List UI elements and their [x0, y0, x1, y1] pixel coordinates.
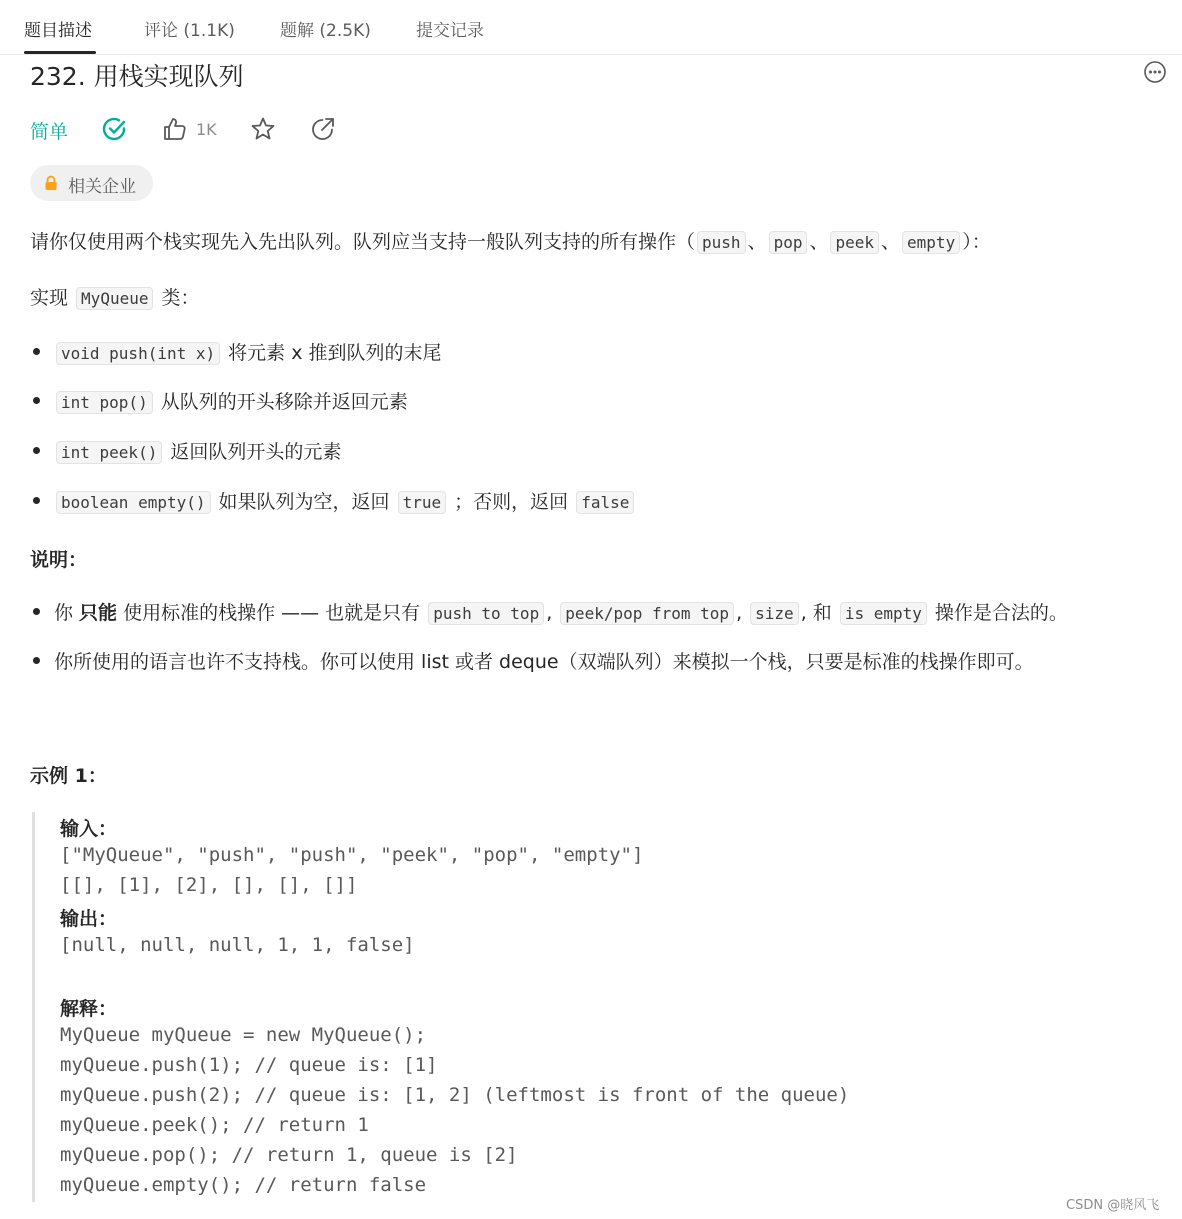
op-push: push — [697, 231, 746, 254]
explain-line: myQueue.empty(); // return false — [60, 1174, 427, 1196]
bullet — [33, 397, 40, 404]
explain-label: 解释： — [60, 998, 118, 1020]
class-name: MyQueue — [76, 287, 153, 310]
note-item: 你 只能 使用标准的栈操作 —— 也就是只有 push to top , peek/pop from top , size , 和 is empty 操作是合法的。 — [30, 598, 1068, 629]
like-count: 1K — [196, 120, 217, 139]
bullet — [33, 497, 40, 504]
tab-bar — [0, 0, 1182, 55]
example-block — [32, 812, 1135, 1202]
method-item: int pop() 从队列的开头移除并返回元素 — [30, 387, 408, 418]
method-item: boolean empty() 如果队列为空，返回 true ；否则，返回 false — [30, 487, 636, 518]
op-peek: peek — [830, 231, 879, 254]
tab-description[interactable]: 题目描述 — [24, 21, 92, 41]
method-item: int peek() 返回队列开头的元素 — [30, 437, 341, 468]
bullet — [33, 608, 40, 615]
explain-line: myQueue.peek(); // return 1 — [60, 1114, 369, 1136]
output-label: 输出： — [60, 908, 118, 930]
more-options-icon[interactable] — [1144, 61, 1166, 83]
tab-submissions[interactable]: 提交记录 — [416, 21, 484, 41]
output-value: [null, null, null, 1, 1, false] — [60, 934, 415, 956]
bullet — [33, 348, 40, 355]
explain-line: myQueue.pop(); // return 1, queue is [2] — [60, 1144, 518, 1166]
tab-comments[interactable]: 评论 (1.1K) — [144, 21, 235, 41]
example-heading: 示例 1： — [30, 765, 107, 787]
active-tab-indicator — [24, 51, 96, 54]
input-label: 输入： — [60, 818, 118, 840]
note-item: 你所使用的语言也许不支持栈。你可以使用 list 或者 deque（双端队列）来模拟一个栈，只要是标准的栈操作即可。 — [30, 647, 1034, 677]
bullet — [33, 447, 40, 454]
related-companies-label: 相关企业 — [68, 177, 136, 197]
share-icon[interactable] — [310, 116, 336, 142]
notes-heading: 说明： — [30, 549, 88, 571]
difficulty-label: 简单 — [30, 121, 69, 143]
solved-check-icon — [102, 116, 128, 142]
problem-intro: 请你仅使用两个栈实现先入先出队列。队列应当支持一般队列支持的所有操作（ push 、 pop 、 peek 、 empty ）： — [30, 231, 991, 253]
watermark: CSDN @晓风飞 — [1066, 1198, 1160, 1213]
bullet — [33, 657, 40, 664]
lock-icon — [43, 175, 59, 191]
input-ops: ["MyQueue", "push", "push", "peek", "pop", "empty"] — [60, 844, 644, 866]
method-item: void push(int x) 将元素 x 推到队列的末尾 — [30, 338, 442, 369]
problem-title: 232. 用栈实现队列 — [30, 62, 244, 91]
op-empty: empty — [902, 231, 960, 254]
explain-line: myQueue.push(1); // queue is: [1] — [60, 1054, 438, 1076]
thumbs-up-icon[interactable] — [162, 116, 188, 142]
star-icon[interactable] — [250, 116, 276, 142]
implement-line: 实现 MyQueue 类： — [30, 287, 200, 309]
op-pop: pop — [769, 231, 808, 254]
input-args: [[], [1], [2], [], [], []] — [60, 874, 358, 896]
explain-line: myQueue.push(2); // queue is: [1, 2] (leftmost is front of the queue) — [60, 1084, 850, 1106]
tab-solutions[interactable]: 题解 (2.5K) — [280, 21, 371, 41]
explain-line: MyQueue myQueue = new MyQueue(); — [60, 1024, 427, 1046]
related-companies-tag[interactable] — [30, 165, 153, 201]
